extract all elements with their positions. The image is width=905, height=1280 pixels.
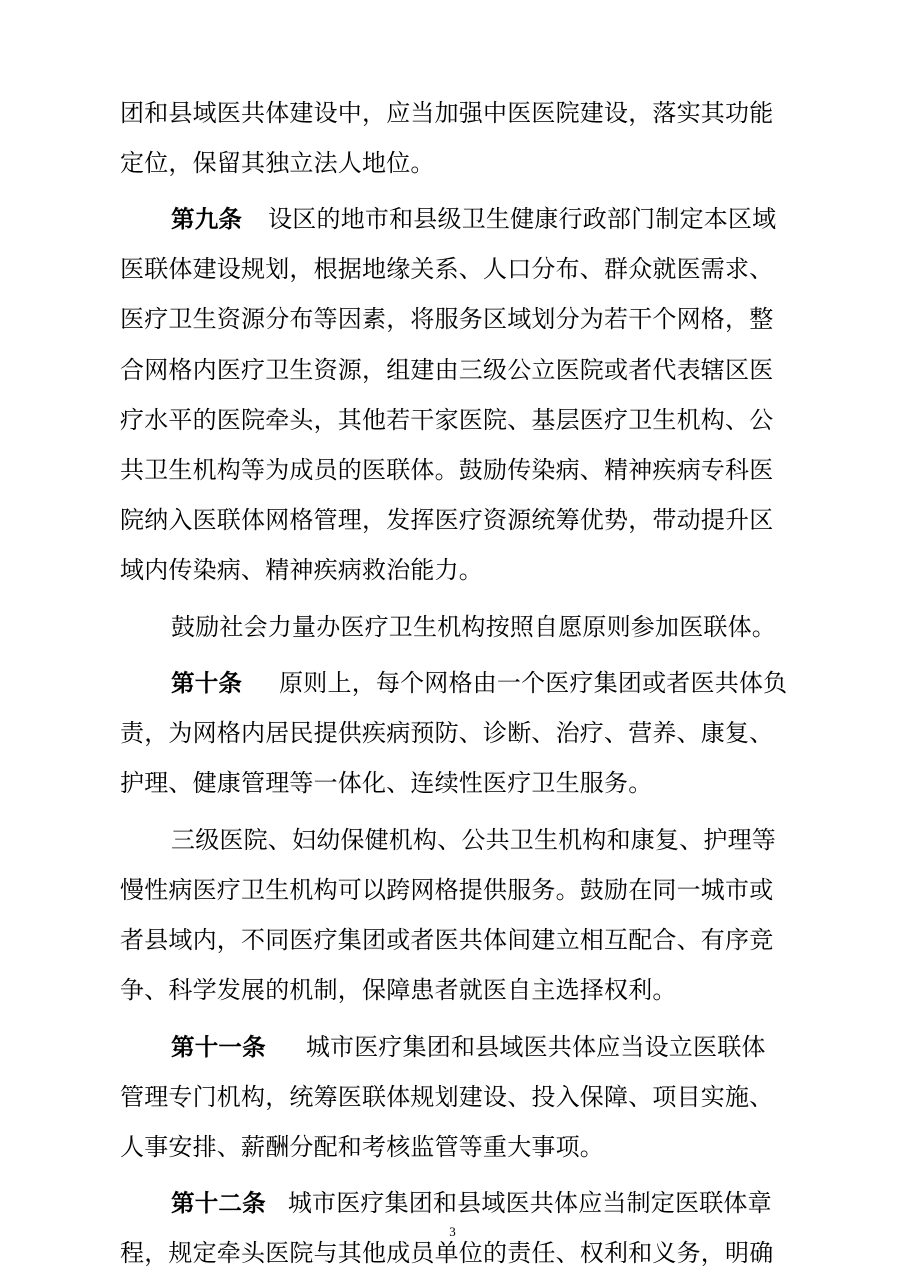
text-line: 定位，保留其独立法人地位。 [120,149,435,177]
article-9-label: 第九条 [171,205,243,233]
text-line: 慢性病医疗卫生机构可以跨网格提供服务。鼓励在同一城市或 [120,876,774,904]
text-line: 医联体建设规划，根据地缘关系、人口分布、群众就医需求、 [120,255,774,283]
article-12-label: 第十二条 [171,1189,266,1217]
article-9-text: 设区的地市和县级卫生健康行政部门制定本区域 [268,205,777,233]
article-11-first-line [171,1022,766,1072]
article-11-text: 城市医疗集团和县域医共体应当设立医联体 [305,1033,766,1061]
text-line: 者县域内，不同医疗集团或者医共体间建立相互配合、有序竞 [120,926,774,954]
text-line: 共卫生机构等为成员的医联体。鼓励传染病、精神疾病专科医 [120,456,774,484]
text-line: 域内传染病、精神疾病救治能力。 [120,556,483,584]
text-line: 合网格内医疗卫生资源，组建由三级公立医院或者代表辖区医 [120,356,774,384]
article-12-text: 城市医疗集团和县域医共体应当制定医联体章 [287,1189,772,1217]
article-12-first-line [171,1178,772,1228]
article-10-text: 原则上，每个网格由一个医疗集团或者医共体负 [279,669,788,697]
article-10-first-line [171,658,787,708]
text-line: 鼓励社会力量办医疗卫生机构按照自愿原则参加医联体。 [171,613,776,641]
text-line: 疗水平的医院牵头，其他若干家医院、基层医疗卫生机构、公 [120,406,774,434]
article-11-label: 第十一条 [171,1033,266,1061]
text-line: 责，为网格内居民提供疾病预防、诊断、治疗、营养、康复、 [120,719,774,747]
text-line: 程，规定牵头医院与其他成员单位的责任、权利和义务，明确 [120,1239,774,1267]
text-line: 护理、健康管理等一体化、连续性医疗卫生服务。 [120,769,653,797]
text-line: 管理专门机构，统筹医联体规划建设、投入保障、项目实施、 [120,1083,774,1111]
text-line: 人事安排、薪酬分配和考核监管等重大事项。 [120,1133,604,1161]
article-9-first-line [171,194,776,244]
page-number: 3 [449,1224,456,1239]
text-line: 争、科学发展的机制，保障患者就医自主选择权利。 [120,976,677,1004]
text-line: 团和县域医共体建设中，应当加强中医医院建设，落实其功能 [120,99,774,127]
text-line: 三级医院、妇幼保健机构、公共卫生机构和康复、护理等 [171,826,776,854]
text-line: 医疗卫生资源分布等因素，将服务区域划分为若干个网格，整 [120,305,774,333]
text-line: 院纳入医联体网格管理，发挥医疗资源统筹优势，带动提升区 [120,506,774,534]
article-10-label: 第十条 [171,669,243,697]
